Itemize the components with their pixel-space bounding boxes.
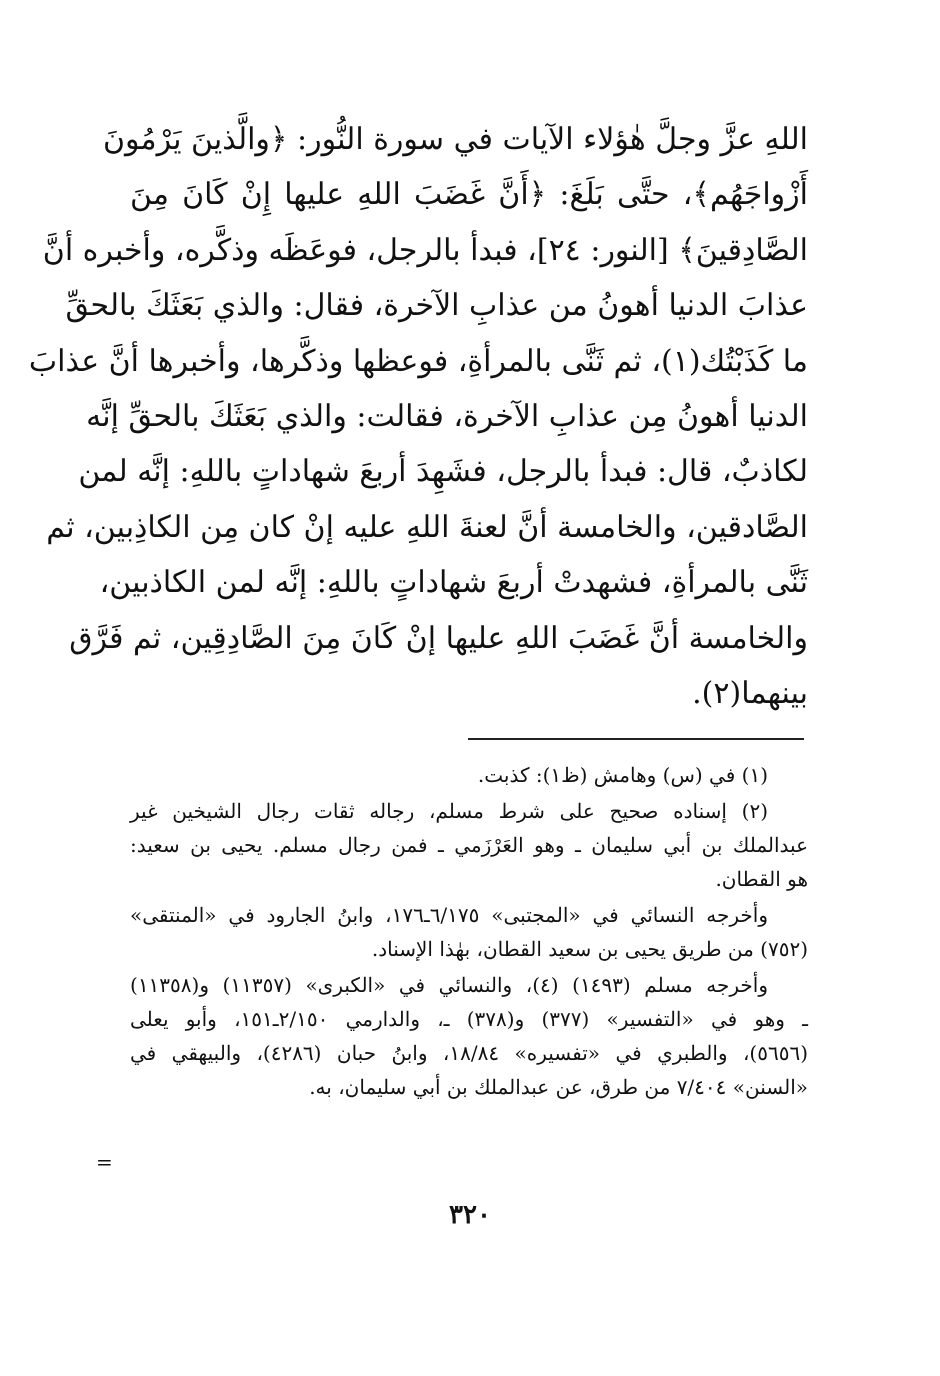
main-text-line: لكاذبٌ، قال: فبدأ بالرجل، فشَهِدَ أربعَ شهاداتٍ باللهِ: إنَّه لمن: [78, 454, 808, 490]
footnote-line: هو القطان.: [715, 867, 808, 891]
footnote-1: [130, 758, 808, 792]
main-text-line: بينهما(٢).: [692, 676, 808, 712]
main-text: [28, 112, 808, 721]
main-text-line: ما كَذَبْتُك(١)، ثم ثَنَّى بالمرأةِ، فوعظها وذكَّرها، وأخبرها أنَّ عذابَ: [28, 343, 808, 379]
main-text-line: الدنيا أهونُ مِن عذابِ الآخرة، فقالت: والذي بَعَثَكَ بالحقِّ إنَّه: [86, 399, 808, 435]
footnote-divider: [468, 738, 804, 740]
footnote-line: (٢) إسناده صحيح على شرط مسلم، رجاله ثقات رجال الشيخين غير: [130, 799, 768, 823]
footnote-line: (٧٥٢) من طريق يحيى بن سعيد القطان، بهٰذا الإسناد.: [371, 937, 808, 961]
footnote-2-takhrij-2: [130, 968, 808, 1104]
footnote-2: [130, 794, 808, 896]
footnotes: [130, 758, 808, 1106]
footnote-line: وأخرجه النسائي في «المجتبى» ٦/١٧٥ـ١٧٦، وابنُ الجارود في «المنتقى»: [130, 903, 768, 927]
footnote-line: (١) في (س) وهامش (ظ١): كذبت.: [477, 763, 768, 787]
continuation-mark: =: [96, 1150, 113, 1174]
page-number: ٣٢٠: [449, 1200, 491, 1230]
main-text-line: والخامسة أنَّ غَضَبَ اللهِ عليها إنْ كَانَ مِنَ الصَّادِقِين، ثم فَرَّق: [69, 620, 808, 656]
footnote-2-takhrij-1: [130, 898, 808, 966]
main-text-line: اللهِ عزَّ وجلَّ هٰؤلاء الآيات في سورة النُّور: ﴿والَّذينَ يَرْمُونَ: [102, 122, 808, 157]
main-text-line: الصَّادِقينَ﴾ [النور: ٢٤]، فبدأ بالرجل، فوعَظَه وذكَّره، وأخبره أنَّ: [42, 232, 808, 268]
footnote-line: ـ وهو في «التفسير» (٣٧٧) و(٣٧٨) ـ، والدارمي ٢/١٥٠ـ١٥١، وأبو يعلى: [130, 1007, 809, 1031]
footnote-line: «السنن» ٧/٤٠٤ من طرق، عن عبدالملك بن أبي سليمان، به.: [309, 1075, 808, 1099]
footnote-line: (٥٦٥٦)، والطبري في «تفسيره» ١٨/٨٤، وابنُ حبان (٤٢٨٦)، والبيهقي في: [130, 1041, 808, 1065]
main-text-line: عذابَ الدنيا أهونُ من عذابِ الآخرة، فقال: والذي بَعَثَكَ بالحقِّ: [65, 288, 808, 324]
main-text-line: ثَنَّى بالمرأةِ، فشهدتْ أربعَ شهاداتٍ باللهِ: إنَّه لمن الكاذبين،: [99, 565, 808, 601]
footnote-line: عبدالملك بن أبي سليمان ـ وهو العَرْزَمي ـ فمن رجال مسلم. يحيى بن سعيد:: [130, 833, 808, 857]
main-text-line: الصَّادقين، والخامسة أنَّ لعنةَ اللهِ عليه إنْ كان مِن الكاذِبين، ثم: [46, 509, 808, 545]
footnote-line: وأخرجه مسلم (١٤٩٣) (٤)، والنسائي في «الكبرى» (١١٣٥٧) و(١١٣٥٨): [130, 973, 769, 997]
main-text-line: أَزْواجَهُم﴾، حتَّى بَلَغَ: ﴿أَنَّ غَضَبَ اللهِ عليها إِنْ كَانَ مِنَ: [130, 177, 808, 213]
